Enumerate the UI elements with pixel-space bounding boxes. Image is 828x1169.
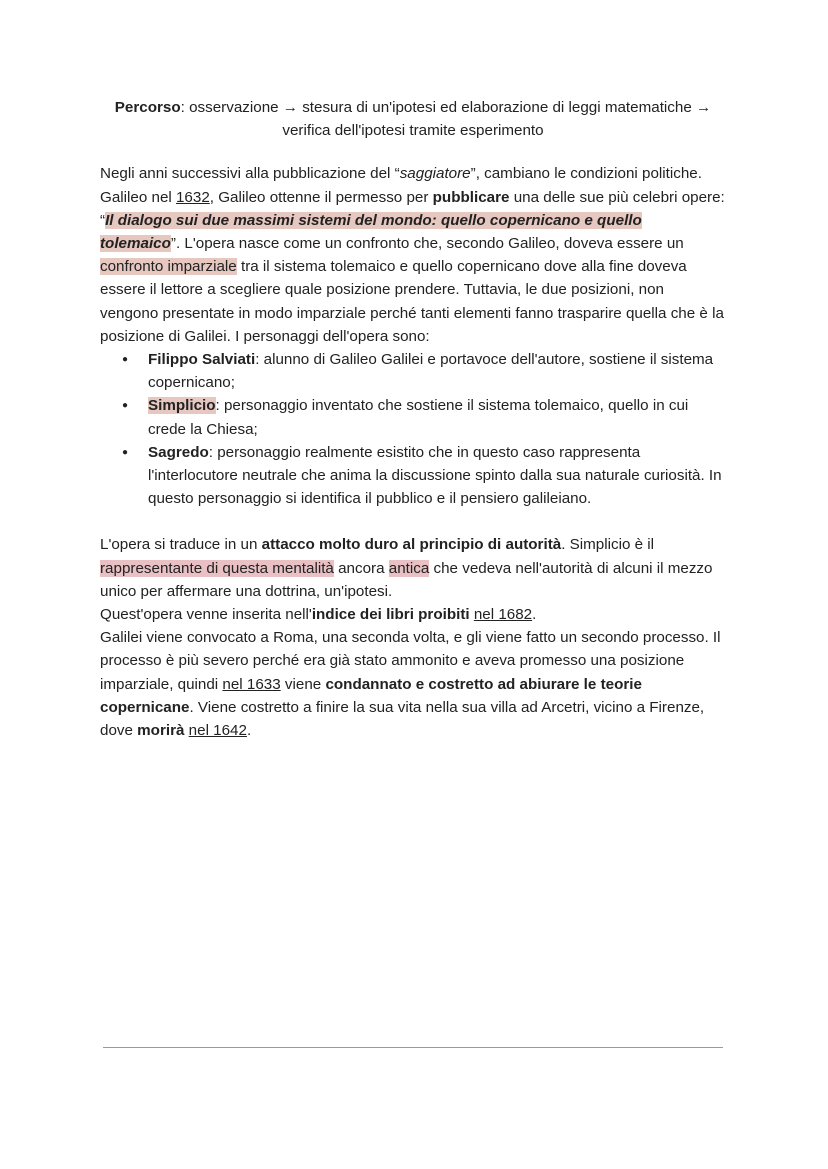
- text-run: L'opera si traduce in un: [100, 536, 262, 554]
- saggiatore-title: saggiatore: [399, 165, 471, 183]
- route-text: : osservazione → stesura di un'ipotesi ed elaborazione di leggi matematiche → verifica dell'ipotesi tramite esperimento: [180, 99, 712, 140]
- character-desc: : alunno di Galileo Galilei e portavoce dell'autore, sostiene il sistema copernicano;: [148, 351, 714, 392]
- document-page: [100, 96, 726, 742]
- paragraph-gap: [100, 510, 726, 533]
- text-run: Quest'opera venne inserita nell': [100, 606, 312, 624]
- keyword-attacco: attacco molto duro al principio di autorità: [261, 536, 562, 554]
- text-run: Negli anni successivi alla pubblicazione del “: [100, 165, 400, 183]
- text-run: tra il sistema tolemaico e quello copernicano dove alla fine doveva essere il lettore a scegliere quale posizione prendere. Tuttavia, le due posizioni, non vengono presentate in modo imparziale perché tanti elementi fanno trasparire quella che è la posizione di Galilei. I personaggi dell'opera sono:: [100, 258, 724, 345]
- list-item: [148, 441, 726, 511]
- year-1642: nel 1642: [188, 722, 247, 740]
- text-run: ”, cambiano le condizioni politiche. Galileo nel: [100, 165, 702, 206]
- keyword-condannato: condannato e costretto ad abiurare le teorie copernicane: [100, 675, 642, 716]
- text-run: che vedeva nell'autorità di alcuni il mezzo unico per affermare una dottrina, un'ipotesi.: [100, 559, 713, 600]
- text-run: una delle sue più celebri opere: “: [100, 188, 725, 229]
- character-desc: : personaggio realmente esistito che in questo caso rappresenta l'interlocutore neutrale che anima la discussione spinto dalla sua naturale curiosità. In questo personaggio si identifica il pubblico e il pensiero galileiano.: [148, 443, 722, 508]
- year-1633: nel 1633: [222, 675, 281, 693]
- paragraph-autorita: [100, 533, 726, 603]
- keyword-morira: morirà: [137, 722, 185, 740]
- character-name-simplicio: Simplicio: [148, 397, 216, 415]
- footer-divider: [103, 1047, 723, 1048]
- list-item: [148, 348, 726, 394]
- year-1632: 1632: [175, 188, 210, 206]
- text-run: Galilei viene convocato a Roma, una seconda volta, e gli viene fatto un secondo processo. Il processo è più severo perché era già stato ammonito e aveva promesso una posizione imparziale, quindi: [100, 629, 721, 693]
- character-desc: : personaggio inventato che sostiene il sistema tolemaico, quello in cui crede la Chiesa;: [148, 397, 689, 438]
- route-summary: [100, 96, 726, 142]
- text-run: .: [246, 722, 252, 740]
- highlight-confronto-imparziale: confronto imparziale: [100, 258, 237, 276]
- text-run: ancora: [333, 559, 389, 577]
- keyword-pubblicare: pubblicare: [432, 188, 510, 206]
- text-run: . Simplicio è il: [561, 536, 655, 554]
- list-item: [148, 394, 726, 440]
- character-name-salviati: Filippo Salviati: [148, 351, 256, 369]
- text-run: viene: [280, 675, 326, 693]
- paragraph-dialogo: [100, 162, 726, 348]
- text-run: ”. L'opera nasce come un confronto che, secondo Galileo, doveva essere un: [170, 235, 684, 253]
- highlight-antica: antica: [388, 559, 430, 577]
- paragraph-indice: [100, 603, 726, 626]
- dialogo-title-text: Il dialogo sui due massimi sistemi del mondo: quello copernicano e quello tolemaico: [100, 211, 642, 253]
- character-name-sagredo: Sagredo: [148, 443, 209, 461]
- text-run: . Viene costretto a finire la sua vita nella sua villa ad Arcetri, vicino a Firenze, dove: [100, 698, 705, 740]
- text-run: .: [532, 606, 537, 624]
- text-run: , Galileo ottenne il permesso per: [209, 188, 433, 206]
- characters-list: [100, 348, 726, 510]
- year-1682: nel 1682: [473, 606, 533, 624]
- route-label: Percorso: [114, 99, 181, 116]
- keyword-indice: indice dei libri proibiti: [311, 606, 470, 624]
- paragraph-processo: [100, 626, 726, 742]
- highlight-rappresentante: rappresentante di questa mentalità: [100, 559, 334, 577]
